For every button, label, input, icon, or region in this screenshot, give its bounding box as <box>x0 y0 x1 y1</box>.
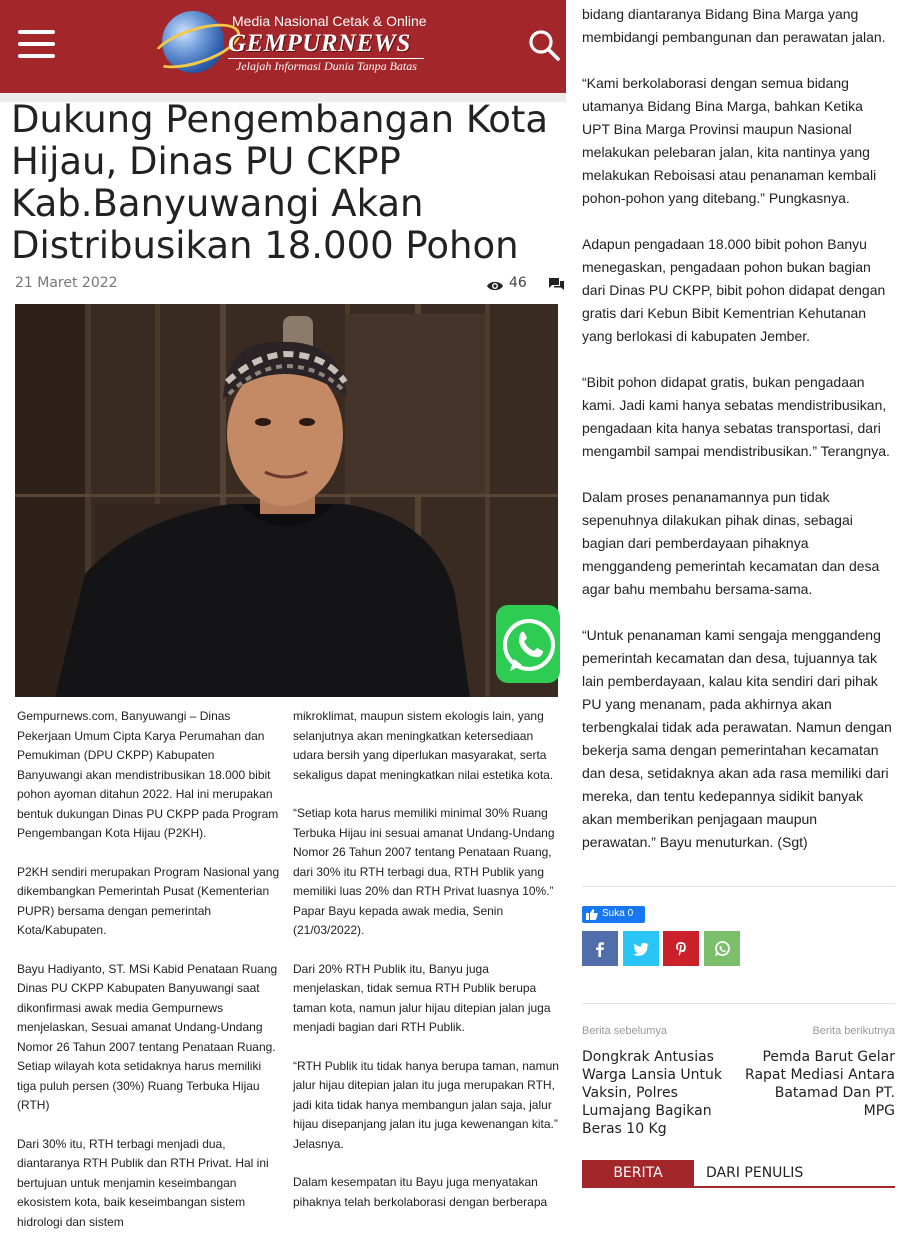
like-label: Suka 0 <box>602 908 634 919</box>
paragraph: Dalam kesempatan itu Bayu juga menyatakan pihaknya telah berkolaborasi dengan berberapa <box>293 1175 548 1209</box>
divider <box>582 886 895 887</box>
share-facebook-button[interactable] <box>582 931 618 966</box>
logo-tagline: Media Nasional Cetak & Online <box>232 13 427 29</box>
article-column-3 <box>582 3 894 877</box>
eye-icon <box>486 277 504 296</box>
share-twitter-button[interactable] <box>623 931 659 966</box>
view-count: 46 <box>509 275 527 291</box>
paragraph: “Kami berkolaborasi dengan semua bidang utamanya Bidang Bina Marga, bahkan Ketika UPT Bina Marga Provinsi maupun Nasional melakukan pelebaran jalan, kita nantinya yang melakukan Reboisasi atau penanaman kembali pohon-pohon yang ditebang.” Pungkasnya. <box>582 75 877 206</box>
tab-berita-terkait[interactable]: BERITA TERKAIT <box>582 1160 694 1186</box>
comment-icon[interactable] <box>549 276 564 295</box>
next-article-link[interactable]: Pemda Barut Gelar Rapat Mediasi Antara Batamad Dan PT. MPG <box>745 1049 895 1119</box>
twitter-icon <box>632 940 650 958</box>
paragraph: bidang diantaranya Bidang Bina Marga yang membidangi pembangunan dan perawatan jalan. <box>582 6 886 45</box>
article-title: Dukung Pengembangan Kota Hijau, Dinas PU CKPP Kab.Banyuwangi Akan Distribusikan 18.000 Pohon <box>11 98 549 267</box>
paragraph: mikroklimat, maupun sistem ekologis lain, yang selanjutnya akan meningkatkan ketersediaan udara bersih yang diperlukan masyarakat, serta sekaligus dapat meningkatkan nilai estetika kota. <box>293 709 554 782</box>
paragraph: Dalam proses penanamannya pun tidak sepenuhnya dilakukan pihak dinas, sebagai bagian dari pemberdayaan pihaknya menggandeng pemerintah kecamatan dan desa agar bahu membahu bersama-sama. <box>582 489 880 597</box>
next-article-label: Berita berikutnya <box>812 1025 895 1037</box>
divider <box>582 1003 895 1004</box>
logo-brand[interactable]: GEMPURNEWS <box>228 30 411 57</box>
logo-slogan: Jelajah Informasi Dunia Tanpa Batas <box>236 59 417 73</box>
search-icon[interactable] <box>527 28 561 62</box>
tab-dari-penulis[interactable]: DARI PENULIS <box>706 1165 804 1181</box>
facebook-like-button[interactable] <box>582 906 645 923</box>
paragraph: Adapun pengadaan 18.000 bibit pohon Banyu menegaskan, pengadaan pohon bukan bagian dari Dinas PU CKPP, bibit pohon didapat dengan gratis dari Kebun Bibit Kementrian Kehutanan yang berlokasi di kabupaten Jember. <box>582 236 886 344</box>
share-whatsapp-button[interactable] <box>704 931 740 966</box>
paragraph: “Untuk penanaman kami sengaja menggandeng pemerintah kecamatan dan desa, tujuannya tak lain pemberdayaan, kalau kita sendiri dari pihak PU yang menanam, pada akhirnya akan terbengkalai tidak ada perawatan. Namun dengan bekerja sama dengan pemerintahan kecamatan dan desa, setidaknya akan ada rasa memiliki dari mereka, dan tentu kedepannya sidikit banyak akan memberikan penjagaan maupun perawatan.” Bayu menuturkan. (Sgt) <box>582 627 892 850</box>
paragraph: “RTH Publik itu tidak hanya berupa taman, namun jalur hijau ditepian jalan itu juga merupakan RTH, jadi kita tidak hanya membangun jalan saja, jalur hijau disepanjang jalan itu juga kewenangan kita.” Jelasnya. <box>293 1058 559 1151</box>
tab-underline <box>582 1186 895 1188</box>
paragraph: “Setiap kota harus memiliki minimal 30% Ruang Terbuka Hijau ini sesuai amanat Undang-Undang Nomor 26 Tahun 2007 tentang Penataan Ruang, dari 30% itu RTH terbagi dua, RTH Publik yang memiliki luas 20% dan RTH Privat luasnya 10%.” Papar Bayu kepada awak media, Senin (21/03/2022). <box>293 806 555 937</box>
paragraph: “Bibit pohon didapat gratis, bukan pengadaan kami. Jadi kami hanya sebatas mendistribusikan, pengadaan kita hanya sebatas transportasi, dari mengambil sampai mendistribusikan.” Terangnya. <box>582 374 890 459</box>
paragraph: P2KH sendiri merupakan Program Nasional yang dikembangkan Pemerintah Pusat (Kementerian PUPR) bersama dengan pemerintah Kota/Kabupaten. <box>17 864 280 937</box>
paragraph: Gempurnews.com, Banyuwangi – Dinas Pekerjaan Umum Cipta Karya Perumahan dan Pemukiman (DPU CKPP) Kabupaten Banyuwangi akan mendistribusikan 18.000 bibit pohon ayoman ditahun 2022. Hal ini merupakan bentuk dukungan Dinas PU CKPP pada Program Pengembangan Kota Hijau (P2KH). <box>17 709 279 840</box>
thumbs-up-icon <box>586 909 598 920</box>
article-column-1 <box>17 707 282 1251</box>
paragraph: Dari 30% itu, RTH terbagi menjadi dua, diantaranya RTH Publik dan RTH Privat. Hal ini bertujuan untuk menjamin keseimbangan ekosistem kota, baik keseimbangan sistem hidrologi dan sistem <box>17 1136 269 1229</box>
paragraph: Dari 20% RTH Publik itu, Banyu juga menjelaskan, tidak semua RTH Publik berupa taman kota, namun jalur hijau ditepian jalan juga menjadi bagian dari RTH Publik. <box>293 961 551 1034</box>
paragraph: Bayu Hadiyanto, ST. MSi Kabid Penataan Ruang Dinas PU CKPP Kabupaten Banyuwangi saat dikonfirmasi awak media Gempurnews menjelaskan, Sesuai amanat Undang-Undang Nomor 26 Tahun 2007 tentang Penataan Ruang. Setiap wilayah kota setidaknya harus memiliki tiga puluh persen (30%) Ruang Terbuka Hijau (RTH) <box>17 961 278 1112</box>
pinterest-icon <box>672 940 690 958</box>
menu-icon[interactable] <box>18 30 55 58</box>
article-date: 21 Maret 2022 <box>15 275 118 291</box>
prev-article-label: Berita sebelumya <box>582 1025 667 1037</box>
prev-article-link[interactable]: Dongkrak Antusias Warga Lansia Untuk Vaksin, Polres Lumajang Bagikan Beras 10 Kg <box>582 1049 723 1137</box>
facebook-icon <box>591 940 609 958</box>
share-pinterest-button[interactable] <box>663 931 699 966</box>
article-column-2 <box>293 707 561 1231</box>
whatsapp-icon <box>713 940 731 958</box>
article-photo <box>15 304 558 697</box>
whatsapp-float-button[interactable] <box>496 605 560 683</box>
